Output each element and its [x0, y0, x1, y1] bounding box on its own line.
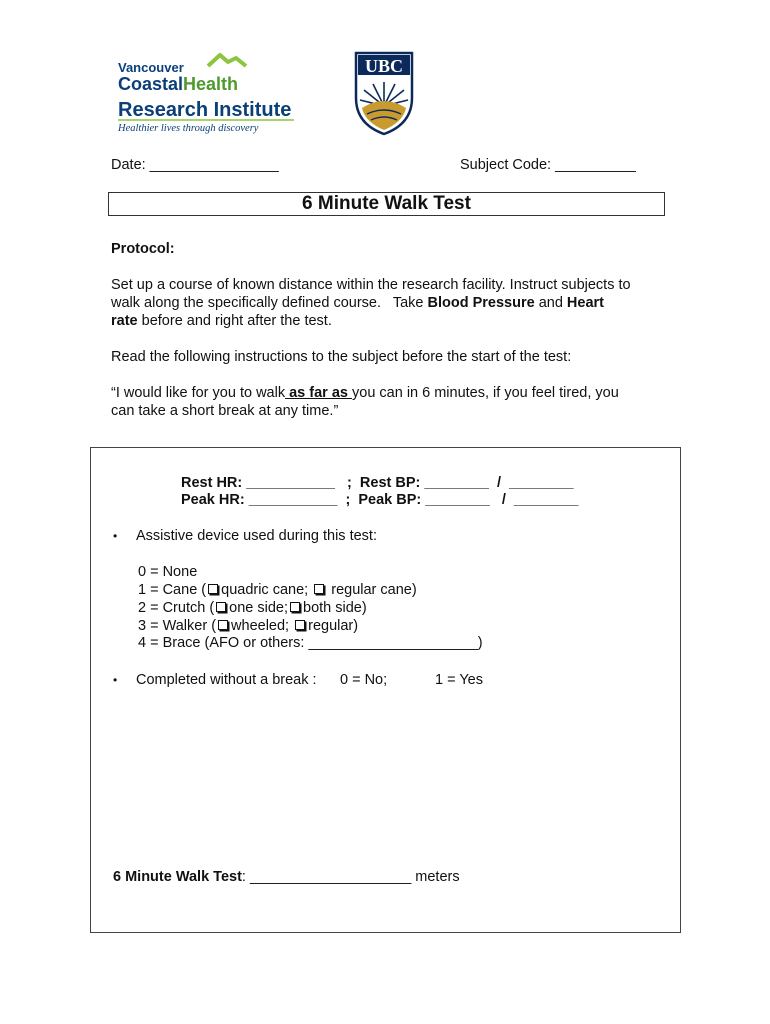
device-option-cane: 1 = Cane ( quadric cane; regular cane)	[138, 582, 417, 598]
completed-option-no[interactable]: 0 = No;	[340, 672, 388, 688]
measurement-form-box	[90, 447, 681, 933]
device-option-none: 0 = None	[138, 564, 198, 580]
assistive-device-label: Assistive device used during this test:	[136, 528, 377, 544]
completed-option-yes[interactable]: 1 = Yes	[435, 672, 483, 688]
protocol-p1-line2: walk along the specifically defined course. Take Blood Pressure and Heart	[111, 295, 604, 311]
subject-code-field[interactable]: Subject Code: __________	[460, 157, 636, 173]
checkbox-icon[interactable]	[218, 620, 228, 630]
vch-research-institute-logo	[116, 52, 301, 136]
peak-vitals-field[interactable]: Peak HR: ___________ ; Peak BP: ________ / ________	[181, 492, 579, 508]
vch-tagline: Healthier lives through discovery	[118, 123, 259, 134]
mountain-icon	[208, 55, 246, 66]
vch-line2a: Coastal	[118, 74, 184, 94]
protocol-heading: Protocol:	[111, 241, 175, 257]
device-option-brace[interactable]: 4 = Brace (AFO or others: _____________________)	[138, 635, 483, 651]
vch-logo-graphic	[116, 52, 301, 136]
checkbox-icon[interactable]	[216, 602, 226, 612]
rest-vitals-field[interactable]: Rest HR: ___________ ; Rest BP: ________ / ________	[181, 475, 574, 491]
instruction-quote-line1: “I would like for you to walk as far as you can in 6 minutes, if you feel tired, you	[111, 385, 619, 401]
checkbox-icon[interactable]	[314, 584, 324, 594]
checkbox-icon[interactable]	[208, 584, 218, 594]
walk-distance-field[interactable]: 6 Minute Walk Test: ____________________ meters	[113, 869, 460, 885]
completed-without-break-label: Completed without a break :	[136, 672, 317, 688]
device-option-walker: 3 = Walker ( wheeled; regular)	[138, 618, 359, 634]
ubc-text: UBC	[364, 56, 404, 76]
vch-line3: Research Institute	[118, 99, 292, 121]
date-field[interactable]: Date: ________________	[111, 157, 279, 173]
ubc-crest-logo	[353, 50, 415, 136]
bullet-icon: •	[113, 529, 118, 543]
instruction-quote-line2: can take a short break at any time.”	[111, 403, 339, 419]
protocol-p1-line1: Set up a course of known distance within the research facility. Instruct subjects to	[111, 277, 631, 293]
vch-line2b: Health	[183, 74, 239, 94]
protocol-p1-line3: rate before and right after the test.	[111, 313, 332, 329]
protocol-p2: Read the following instructions to the subject before the start of the test:	[111, 349, 572, 365]
page-title: 6 Minute Walk Test	[108, 192, 665, 216]
device-option-crutch: 2 = Crutch ( one side; both side)	[138, 600, 367, 616]
bullet-icon: •	[113, 673, 118, 687]
checkbox-icon[interactable]	[295, 620, 305, 630]
checkbox-icon[interactable]	[290, 602, 300, 612]
vch-line1: Vancouver	[118, 60, 184, 75]
ubc-crest-graphic	[353, 50, 415, 136]
svg-text:CoastalHealth	[118, 74, 238, 94]
